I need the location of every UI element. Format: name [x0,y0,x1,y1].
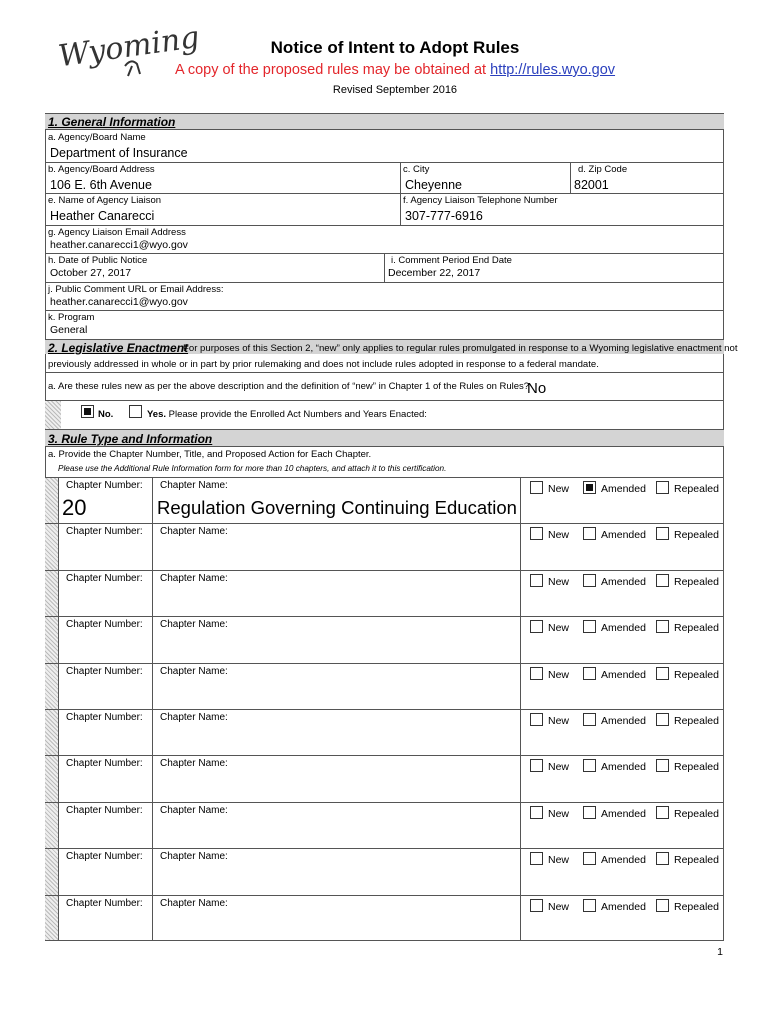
new-checkbox[interactable] [530,713,543,726]
amended-label: Amended [601,576,646,588]
section3-note: Please use the Additional Rule Information form for more than 10 chapters, and attach it to this certification. [58,464,447,473]
repealed-checkbox[interactable] [656,620,669,633]
repealed-checkbox[interactable] [656,481,669,494]
new-label: New [548,576,570,588]
amended-label: Amended [601,808,646,820]
comment-url-field[interactable]: heather.canarecci1@wyo.gov [50,296,188,308]
email-field[interactable]: heather.canarecci1@wyo.gov [50,239,188,251]
chapter-name-label: Chapter Name: [160,712,228,723]
subtitle-text: A copy of the proposed rules may be obtained at [174,62,491,78]
notice-date-field[interactable]: October 27, 2017 [50,267,132,279]
program-field[interactable]: General [50,324,88,336]
repealed-checkbox[interactable] [656,852,669,865]
chapter-name-label: Chapter Name: [160,805,228,816]
rules-link[interactable]: http://rules.wyo.gov [490,62,616,78]
subtitle [0,62,770,78]
comment-end-field[interactable]: December 22, 2017 [388,267,481,279]
page-number: 1 [717,946,723,958]
new-label: New [548,529,570,541]
repealed-checkbox[interactable] [656,667,669,680]
section1-title: 1. General Information [48,115,176,129]
repealed-checkbox[interactable] [656,899,669,912]
amended-label: Amended [601,761,646,773]
section2-description-line1: For purposes of this Section 2, “new” only applies to regular rules promulgated in response to a Wyoming legislative enactment not [183,343,738,354]
email-label: g. Agency Liaison Email Address [48,227,186,238]
phone-field[interactable]: 307-777-6916 [405,209,483,223]
chapter-name-label: Chapter Name: [160,573,228,584]
amended-checkbox[interactable] [583,527,596,540]
chapter-number-label: Chapter Number: [66,666,143,677]
agency-field[interactable]: Department of Insurance [50,146,188,160]
new-checkbox[interactable] [530,667,543,680]
new-checkbox[interactable] [530,481,543,494]
yes-checkbox[interactable] [129,405,142,418]
liaison-label: e. Name of Agency Liaison [48,195,162,206]
amended-label: Amended [601,529,646,541]
svg-text:Wyoming: Wyoming [56,19,202,75]
repealed-checkbox[interactable] [656,527,669,540]
chapter-name-label: Chapter Name: [160,619,228,630]
section2-description-line2: previously addressed in whole or in part by prior rulemaking and does not include rules adopted in response to a federal mandate. [48,359,599,370]
section3-title: 3. Rule Type and Information [48,432,213,446]
new-rules-answer[interactable]: No [527,380,547,397]
new-rules-question: a. Are these rules new as per the above description and the definition of “new” in Chapter 1 of the Rules on Rules? [48,381,530,392]
chapter-name-label: Chapter Name: [160,758,228,769]
new-label: New [548,761,570,773]
notice-date-label: h. Date of Public Notice [48,255,148,266]
new-label: New [548,715,570,727]
amended-checkbox[interactable] [583,481,596,494]
chapter-name-label: Chapter Name: [160,851,228,862]
amended-checkbox[interactable] [583,852,596,865]
new-label: New [548,669,570,681]
chapter-name-label: Chapter Name: [160,526,228,537]
amended-checkbox[interactable] [583,759,596,772]
new-checkbox[interactable] [530,899,543,912]
new-label: New [548,901,570,913]
new-label: New [548,622,570,634]
amended-checkbox[interactable] [583,667,596,680]
new-checkbox[interactable] [530,620,543,633]
chapter-number-label: Chapter Number: [66,619,143,630]
yes-label: Yes. [147,409,167,420]
new-label: New [548,483,570,495]
repealed-label: Repealed [674,483,719,495]
amended-label: Amended [601,622,646,634]
city-label: c. City [403,164,430,175]
liaison-field[interactable]: Heather Canarecci [50,209,155,223]
new-checkbox[interactable] [530,574,543,587]
new-checkbox[interactable] [530,806,543,819]
chapter-number-label: Chapter Number: [66,480,143,491]
chapter-name-label: Chapter Name: [160,898,228,909]
chapter-number-label: Chapter Number: [66,573,143,584]
section3-header [45,429,724,447]
repealed-label: Repealed [674,715,719,727]
chapter-name-label: Chapter Name: [160,666,228,677]
zip-field[interactable]: 82001 [574,178,609,192]
chapter-number-label: Chapter Number: [66,851,143,862]
chapter-number-label: Chapter Number: [66,712,143,723]
new-label: New [548,854,570,866]
chapter-name-label: Chapter Name: [160,480,228,491]
chapter-name-field[interactable]: Regulation Governing Continuing Education [157,497,517,518]
repealed-label: Repealed [674,622,719,634]
new-checkbox[interactable] [530,852,543,865]
amended-label: Amended [601,669,646,681]
amended-checkbox[interactable] [583,574,596,587]
repealed-checkbox[interactable] [656,574,669,587]
amended-label: Amended [601,715,646,727]
address-label: b. Agency/Board Address [48,164,155,175]
chapter-number-label: Chapter Number: [66,758,143,769]
zip-label: d. Zip Code [578,164,628,175]
amended-label: Amended [601,483,646,495]
section2-title: 2. Legislative Enactment [48,341,189,355]
repealed-checkbox[interactable] [656,806,669,819]
amended-checkbox[interactable] [583,806,596,819]
city-field[interactable]: Cheyenne [405,178,462,192]
comment-end-label: i. Comment Period End Date [391,255,512,266]
no-checkbox[interactable] [81,405,94,418]
repealed-label: Repealed [674,669,719,681]
repealed-label: Repealed [674,529,719,541]
repealed-label: Repealed [674,761,719,773]
amended-checkbox[interactable] [583,899,596,912]
chapter-number-label: Chapter Number: [66,805,143,816]
amended-checkbox[interactable] [583,620,596,633]
hatch-margin [45,401,61,429]
no-label: No. [98,409,114,420]
revised-date: Revised September 2016 [332,84,458,96]
chapter-number-label: Chapter Number: [66,898,143,909]
amended-label: Amended [601,854,646,866]
address-field[interactable]: 106 E. 6th Avenue [50,178,152,192]
repealed-label: Repealed [674,854,719,866]
program-label: k. Program [48,312,95,323]
section1-header [45,113,724,130]
repealed-label: Repealed [674,576,719,588]
yes-option [147,409,427,420]
repealed-label: Repealed [674,901,719,913]
phone-label: f. Agency Liaison Telephone Number [403,195,558,206]
section2-header [45,339,738,355]
comment-url-label: j. Public Comment URL or Email Address: [48,284,224,295]
amended-checkbox[interactable] [583,713,596,726]
repealed-label: Repealed [674,808,719,820]
agency-label: a. Agency/Board Name [48,132,146,143]
chapter-number-label: Chapter Number: [66,526,143,537]
page-title: Notice of Intent to Adopt Rules [270,38,520,57]
yes-text: Please provide the Enrolled Act Numbers and Years Enacted: [168,409,427,420]
repealed-checkbox[interactable] [656,713,669,726]
repealed-checkbox[interactable] [656,759,669,772]
new-checkbox[interactable] [530,527,543,540]
new-checkbox[interactable] [530,759,543,772]
amended-label: Amended [601,901,646,913]
section3-instruction: a. Provide the Chapter Number, Title, and Proposed Action for Each Chapter. [48,449,372,460]
chapter-number-field[interactable]: 20 [62,495,87,520]
new-label: New [548,808,570,820]
